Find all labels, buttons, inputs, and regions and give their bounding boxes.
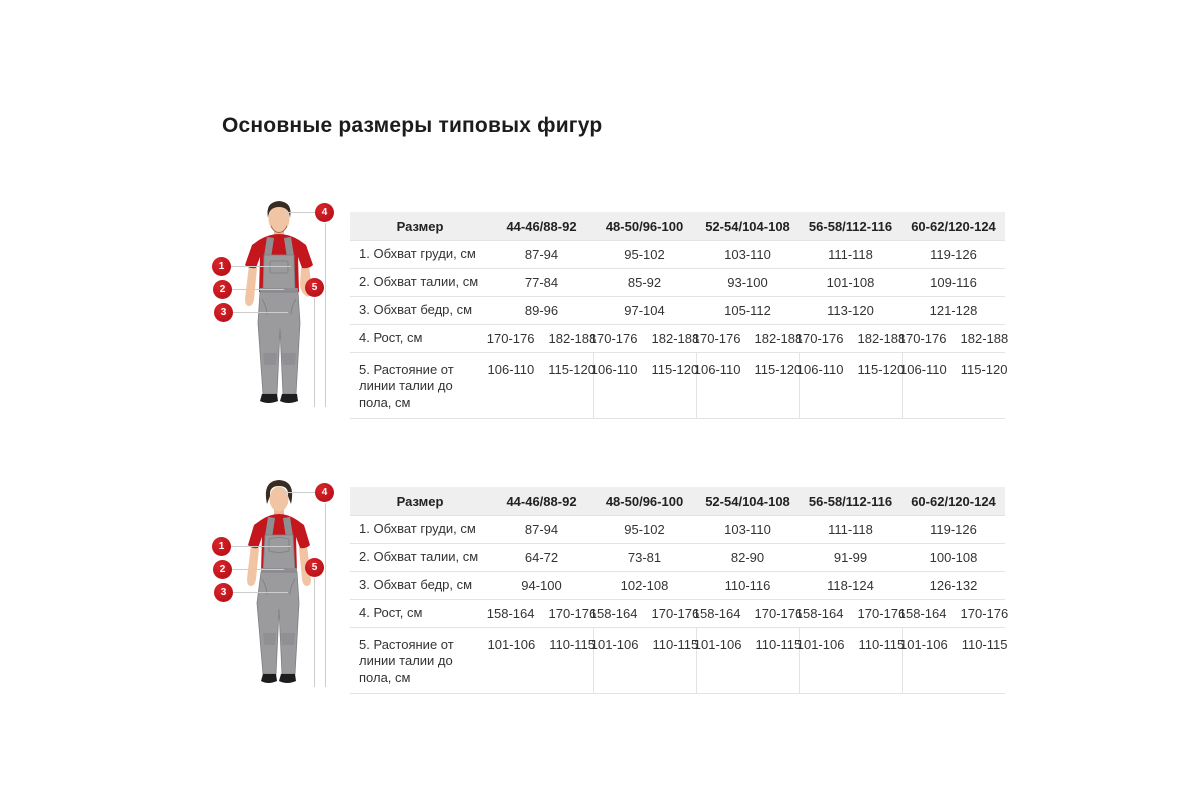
measurement-range: 115-120 (857, 362, 905, 377)
measurement-range: 100-108 (929, 550, 978, 565)
measurement-range: 91-99 (833, 550, 868, 565)
measurement-range: 73-81 (627, 550, 662, 565)
measurement-range: 115-120 (548, 362, 595, 377)
measurement-range: 106-110 (900, 362, 947, 377)
measurement-range: 170-176 (960, 606, 1009, 621)
measurement-range: 64-72 (524, 550, 559, 565)
male-worker-illustration (207, 195, 347, 410)
measurement-range: 158-164 (589, 606, 638, 621)
measurement-range: 182-188 (548, 331, 597, 346)
measurement-range: 110-115 (858, 637, 905, 652)
value-cell (692, 600, 803, 628)
measurement-range: 101-106 (693, 637, 742, 652)
value-cell (902, 241, 1005, 269)
value-cell (487, 628, 595, 694)
value-cell (898, 325, 1009, 353)
table-row (350, 628, 1005, 694)
height-measure-line (325, 223, 326, 407)
measurement-range: 110-115 (549, 637, 595, 652)
male-figure-annotated (205, 195, 355, 410)
value-cell (593, 572, 696, 600)
row-label: 1. Обхват груди, см (350, 516, 490, 544)
measurement-range: 119-126 (930, 247, 977, 262)
measurement-range: 118-124 (827, 578, 874, 593)
row-label: 3. Обхват бедр, см (350, 297, 490, 325)
row-label: 2. Обхват талии, см (350, 544, 490, 572)
measure-marker-5: 5 (305, 278, 324, 297)
measurement-range: 101-106 (487, 637, 536, 652)
value-cell (490, 297, 593, 325)
row-label: 2. Обхват талии, см (350, 269, 490, 297)
measurement-range: 126-132 (929, 578, 978, 593)
measurement-range: 101-108 (826, 275, 875, 290)
measurement-range: 106-110 (487, 362, 535, 377)
value-cell (593, 297, 696, 325)
measure-marker-3: 3 (214, 303, 233, 322)
measurement-range: 89-96 (524, 303, 559, 318)
measurement-range: 106-110 (693, 362, 741, 377)
measurement-range: 158-164 (795, 606, 844, 621)
waist-measure-line (232, 569, 284, 570)
value-cell (902, 516, 1005, 544)
value-cell (799, 516, 902, 544)
table-row (350, 353, 1005, 419)
value-cell (593, 241, 696, 269)
size-column-header: 48-50/96-100 (593, 487, 696, 516)
value-cell (486, 600, 597, 628)
measurement-range: 82-90 (730, 550, 765, 565)
measure-marker-3: 3 (214, 583, 233, 602)
size-table-header-row (350, 487, 1005, 516)
measurement-range: 101-106 (900, 637, 948, 652)
waist-to-floor-measure-line (314, 578, 315, 687)
measurement-range: 170-176 (898, 331, 947, 346)
value-cell (490, 516, 593, 544)
row-label: 1. Обхват груди, см (350, 241, 490, 269)
measurement-range: 182-188 (960, 331, 1009, 346)
size-column-header: 56-58/112-116 (799, 487, 902, 516)
measure-marker-2: 2 (213, 280, 232, 299)
value-cell (900, 628, 1008, 694)
measurement-range: 95-102 (624, 247, 665, 262)
value-cell (693, 353, 802, 419)
measurement-range: 170-176 (754, 606, 803, 621)
table-row (350, 325, 1005, 353)
measurement-range: 121-128 (929, 303, 978, 318)
chest-measure-line (231, 546, 291, 547)
measurement-range: 110-116 (724, 578, 771, 593)
value-cell (799, 572, 902, 600)
measurement-range: 77-84 (524, 275, 559, 290)
value-cell (902, 269, 1005, 297)
row-label: 4. Рост, см (350, 600, 490, 628)
value-cell (593, 544, 696, 572)
value-cell (593, 269, 696, 297)
value-cell (490, 269, 593, 297)
measurement-range: 110-115 (652, 637, 699, 652)
size-column-header: 44-46/88-92 (490, 212, 593, 241)
measurement-range: 170-176 (857, 606, 906, 621)
row-label: 4. Рост, см (350, 325, 490, 353)
value-cell (590, 628, 699, 694)
measurement-range: 170-176 (795, 331, 844, 346)
measurement-range: 95-102 (624, 522, 665, 537)
measure-marker-5: 5 (305, 558, 324, 577)
measurement-range: 106-110 (590, 362, 638, 377)
measurement-range: 93-100 (727, 275, 768, 290)
value-cell (490, 544, 593, 572)
measurement-range: 115-120 (960, 362, 1008, 377)
value-cell (898, 600, 1009, 628)
value-cell (799, 544, 902, 572)
size-column-header: 52-54/104-108 (696, 212, 799, 241)
measurement-range: 158-164 (486, 606, 535, 621)
measurement-range: 101-106 (796, 637, 845, 652)
value-cell (902, 572, 1005, 600)
value-cell (799, 269, 902, 297)
measurement-range: 113-120 (827, 303, 874, 318)
value-cell (490, 572, 593, 600)
value-cell (902, 544, 1005, 572)
measurement-range: 158-164 (898, 606, 947, 621)
value-cell (696, 297, 799, 325)
value-cell (696, 544, 799, 572)
table-row (350, 241, 1005, 269)
measurement-range: 106-110 (796, 362, 844, 377)
measurement-range: 109-116 (930, 275, 977, 290)
measurement-range: 105-112 (724, 303, 771, 318)
row-label: 5. Растояние от линии талии до пола, см (350, 353, 490, 419)
size-column-header: 60-62/120-124 (902, 487, 1005, 516)
value-cell (696, 241, 799, 269)
value-cell (799, 241, 902, 269)
table-row (350, 600, 1005, 628)
value-cell (486, 325, 597, 353)
value-cell (590, 353, 699, 419)
size-table-header-row (350, 212, 1005, 241)
value-cell (589, 600, 700, 628)
value-cell (799, 297, 902, 325)
women-size-table (350, 487, 1009, 694)
men-size-table (350, 212, 1009, 419)
row-label: 5. Растояние от линии талии до пола, см (350, 628, 490, 694)
height-measure-line-top (283, 492, 316, 493)
value-cell (796, 628, 905, 694)
value-cell (490, 241, 593, 269)
value-cell (589, 325, 700, 353)
size-column-header: 44-46/88-92 (490, 487, 593, 516)
hip-measure-line (233, 592, 288, 593)
size-header-label: Размер (350, 212, 490, 241)
table-row (350, 269, 1005, 297)
measure-marker-1: 1 (212, 537, 231, 556)
size-header-label: Размер (350, 487, 490, 516)
value-cell (593, 516, 696, 544)
measurement-range: 111-118 (828, 522, 873, 537)
value-cell (900, 353, 1008, 419)
value-cell (696, 269, 799, 297)
waist-to-floor-measure-line (314, 298, 315, 407)
measurement-range: 101-106 (590, 637, 639, 652)
measurement-range: 158-164 (692, 606, 741, 621)
table-row (350, 297, 1005, 325)
waist-measure-line (232, 289, 284, 290)
measurement-range: 182-188 (754, 331, 803, 346)
measurement-range: 182-188 (651, 331, 700, 346)
size-column-header: 48-50/96-100 (593, 212, 696, 241)
table-row (350, 572, 1005, 600)
value-cell (693, 628, 802, 694)
measurement-range: 111-118 (828, 247, 873, 262)
measurement-range: 170-176 (548, 606, 597, 621)
size-column-header: 60-62/120-124 (902, 212, 1005, 241)
measurement-range: 170-176 (589, 331, 638, 346)
row-label: 3. Обхват бедр, см (350, 572, 490, 600)
measure-marker-1: 1 (212, 257, 231, 276)
female-worker-illustration (207, 475, 347, 690)
measure-marker-4: 4 (315, 203, 334, 222)
size-column-header: 52-54/104-108 (696, 487, 799, 516)
measure-marker-2: 2 (213, 560, 232, 579)
measurement-range: 110-115 (755, 637, 802, 652)
measurement-range: 170-176 (692, 331, 741, 346)
measurement-range: 170-176 (651, 606, 700, 621)
value-cell (902, 297, 1005, 325)
measurement-range: 94-100 (521, 578, 562, 593)
measurement-range: 85-92 (627, 275, 662, 290)
value-cell (795, 325, 906, 353)
size-column-header: 56-58/112-116 (799, 212, 902, 241)
value-cell (696, 516, 799, 544)
measurement-range: 115-120 (651, 362, 699, 377)
measurement-range: 97-104 (624, 303, 665, 318)
measurement-range: 170-176 (486, 331, 535, 346)
measurement-range: 103-110 (724, 522, 771, 537)
hip-measure-line (233, 312, 288, 313)
table-row (350, 516, 1005, 544)
measurement-range: 115-120 (754, 362, 802, 377)
value-cell (692, 325, 803, 353)
table-row (350, 544, 1005, 572)
measure-marker-4: 4 (315, 483, 334, 502)
height-measure-line (325, 503, 326, 687)
measurement-range: 87-94 (524, 247, 559, 262)
value-cell (487, 353, 595, 419)
female-figure-annotated (205, 475, 355, 690)
measurement-range: 110-115 (961, 637, 1008, 652)
measurement-range: 182-188 (857, 331, 906, 346)
page-title: Основные размеры типовых фигур (222, 114, 603, 137)
measurement-range: 103-110 (724, 247, 771, 262)
measurement-range: 119-126 (930, 522, 977, 537)
value-cell (696, 572, 799, 600)
value-cell (795, 600, 906, 628)
chest-measure-line (231, 266, 291, 267)
measurement-range: 102-108 (620, 578, 669, 593)
measurement-range: 87-94 (524, 522, 559, 537)
value-cell (796, 353, 905, 419)
height-measure-line-top (283, 212, 316, 213)
